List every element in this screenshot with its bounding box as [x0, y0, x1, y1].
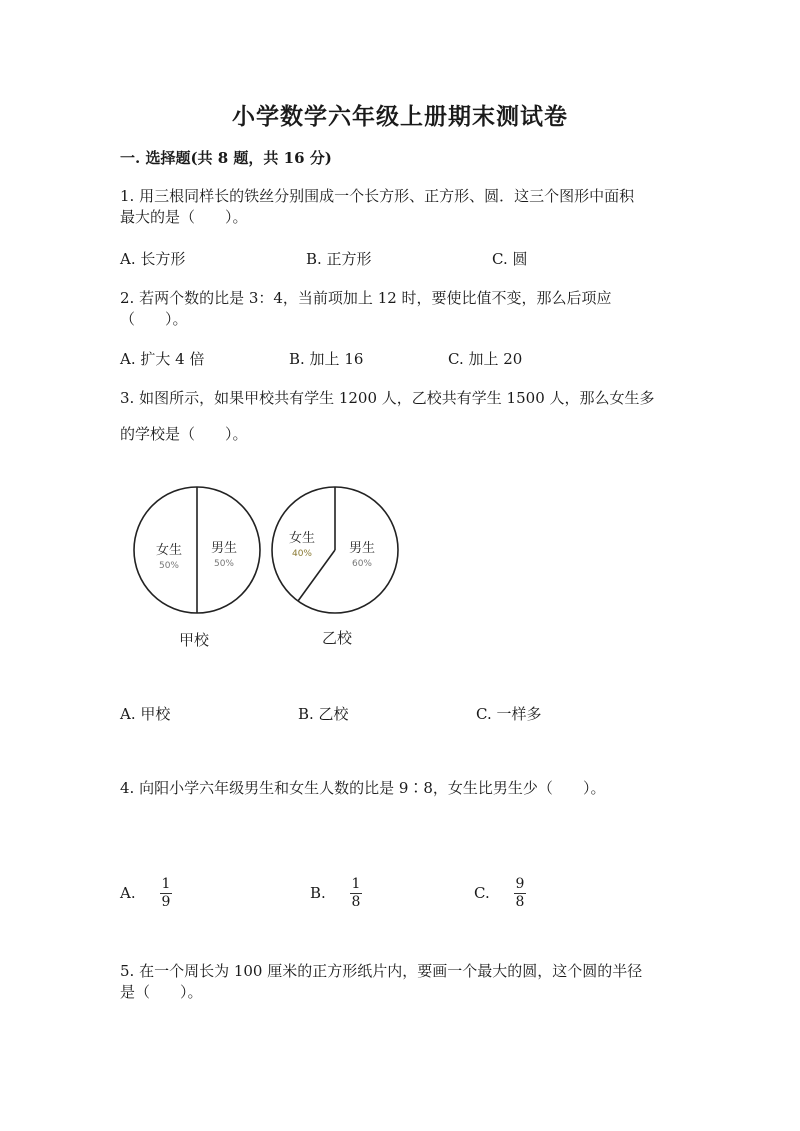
school-b-male-label: 男生	[348, 541, 376, 556]
section-heading: 一. 选择题(共 8 题，共 16 分)	[120, 149, 332, 167]
question-2-option-c: C. 加上 20	[448, 350, 523, 368]
question-1-option-a: A. 长方形	[120, 250, 186, 268]
question-1-option-b: B. 正方形	[306, 250, 372, 268]
fraction-numerator: 9	[515, 876, 525, 892]
question-3-option-a: A. 甲校	[120, 705, 171, 723]
question-2-line-1: 2. 若两个数的比是 3：4，当前项加上 12 时，要使比值不变，那么后项应	[120, 289, 612, 307]
question-1-line-1: 1. 用三根同样长的铁丝分别围成一个长方形、正方形、圆．这三个图形中面积	[120, 187, 635, 205]
school-a-female-label: 女生	[155, 543, 183, 558]
question-3-line-2: 的学校是（ ）。	[120, 425, 248, 443]
fraction-numerator: 1	[351, 876, 361, 892]
question-1-option-c: C. 圆	[492, 250, 528, 268]
question-4-option-a-fraction	[160, 877, 172, 910]
question-4-option-c-fraction	[514, 877, 526, 910]
question-5-line-2: 是（ ）。	[120, 983, 203, 1001]
question-4-line-1: 4. 向阳小学六年级男生和女生人数的比是 9∶8，女生比男生少（ ）。	[120, 779, 606, 797]
question-1-line-2: 最大的是（ ）。	[120, 208, 248, 226]
school-b-female-pct: 40%	[291, 549, 313, 559]
question-4-option-a-letter: A.	[120, 884, 136, 902]
question-2-option-a: A. 扩大 4 倍	[120, 350, 205, 368]
question-3-option-c: C. 一样多	[476, 705, 542, 723]
question-4-option-b-fraction	[350, 877, 362, 910]
question-4-option-b-letter: B.	[310, 884, 326, 902]
school-b-name: 乙校	[321, 629, 353, 647]
question-3-option-b: B. 乙校	[298, 705, 349, 723]
fraction-denominator: 8	[351, 894, 361, 910]
school-b-pie	[272, 487, 398, 647]
school-a-male-label: 男生	[210, 541, 238, 556]
question-4-option-c-letter: C.	[474, 884, 490, 902]
question-5-line-1: 5. 在一个周长为 100 厘米的正方形纸片内，要画一个最大的圆，这个圆的半径	[120, 962, 643, 980]
fraction-numerator: 1	[161, 876, 171, 892]
pie-figure	[125, 480, 415, 660]
question-2-option-b: B. 加上 16	[289, 350, 364, 368]
question-3-line-1: 3. 如图所示，如果甲校共有学生 1200 人，乙校共有学生 1500 人，那么女生多	[120, 389, 655, 407]
question-2-line-2: （ ）。	[120, 310, 188, 328]
page-title: 小学数学六年级上册期末测试卷	[232, 103, 568, 130]
school-a-female-pct: 50%	[158, 561, 180, 571]
fraction-denominator: 8	[515, 894, 525, 910]
school-a-name: 甲校	[178, 631, 210, 649]
school-a-male-pct: 50%	[213, 559, 235, 569]
school-b-female-label: 女生	[288, 531, 316, 546]
school-b-male-pct: 60%	[351, 559, 373, 569]
school-a-pie	[134, 487, 260, 649]
fraction-denominator: 9	[161, 894, 171, 910]
